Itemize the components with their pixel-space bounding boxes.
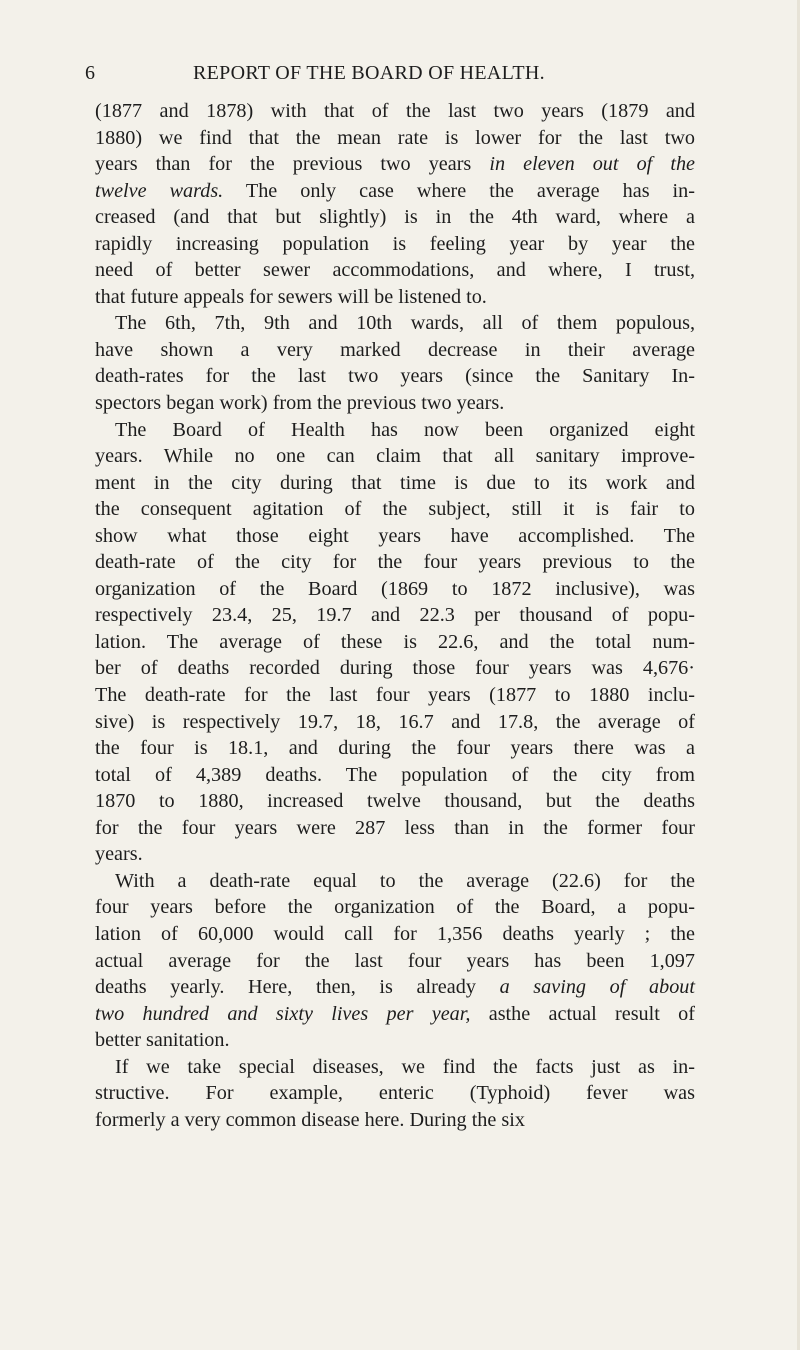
text-line: lation. The average of these is 22.6, and the total num- <box>95 630 695 653</box>
text-line: The 6th, 7th, 9th and 10th wards, all of them populous, <box>115 312 695 335</box>
text-line: years. <box>95 843 143 866</box>
text-line: death-rates for the last two years (since the Sanitary In- <box>95 365 695 388</box>
text-line: The Board of Health has now been organized eight <box>115 418 695 441</box>
text-line: respectively 23.4, 25, 19.7 and 22.3 per thousand of popu- <box>95 604 695 627</box>
text-line: With a death-rate equal to the average (22.6) for the <box>115 869 695 892</box>
text-line: have shown a very marked decrease in their average <box>95 338 695 361</box>
text-line: show what those eight years have accomplished. The <box>95 524 695 547</box>
text-line: lation of 60,000 would call for 1,356 deaths yearly ; the <box>95 922 695 945</box>
text-line: spectors began work) from the previous two years. <box>95 392 505 415</box>
text-line: four years before the organization of the Board, a popu- <box>95 896 695 919</box>
text-line: organization of the Board (1869 to 1872 inclusive), was <box>95 577 695 600</box>
text-line: sive) is respectively 19.7, 18, 16.7 and 17.8, the average of <box>95 710 695 733</box>
text-line: structive. For example, enteric (Typhoid) fever was <box>95 1082 695 1105</box>
text-line: If we take special diseases, we find the facts just as in- <box>115 1055 695 1078</box>
text-line: 1870 to 1880, increased twelve thousand, but the deaths <box>95 790 695 813</box>
text-line: the four is 18.1, and during the four years there was a <box>95 737 695 760</box>
text-line: 1880) we find that the mean rate is lower for the last two <box>95 126 695 149</box>
text-line: years. While no one can claim that all sanitary improve- <box>95 445 695 468</box>
text-line: death-rate of the city for the four years previous to the <box>95 551 695 574</box>
page-number: 6 <box>85 62 96 84</box>
text-line: actual average for the last four years has been 1,097 <box>95 949 695 972</box>
text-line: need of better sewer accommodations, and where, I trust, <box>95 259 695 282</box>
running-title: REPORT OF THE BOARD OF HEALTH. <box>193 62 545 84</box>
text-line: rapidly increasing population is feeling year by year the <box>95 232 695 255</box>
text-line: the consequent agitation of the subject, still it is fair to <box>95 498 695 521</box>
page-header <box>85 62 705 90</box>
text-line: formerly a very common disease here. During the six <box>95 1108 525 1131</box>
text-line: twelve wards. The only case where the average has in- <box>95 179 695 202</box>
body-text <box>95 98 695 1133</box>
text-line: years than for the previous two years in eleven out of the <box>95 153 695 176</box>
text-line: total of 4,389 deaths. The population of the city from <box>95 763 695 786</box>
text-line: ment in the city during that time is due to its work and <box>95 471 695 494</box>
text-line: two hundred and sixty lives per year, asthe actual result of <box>95 1002 695 1025</box>
text-line: creased (and that but slightly) is in the 4th ward, where a <box>95 206 695 229</box>
text-line: better sanitation. <box>95 1029 230 1052</box>
text-line: (1877 and 1878) with that of the last two years (1879 and <box>95 100 695 122</box>
text-line: The death-rate for the last four years (1877 to 1880 inclu- <box>95 684 695 707</box>
text-line: deaths yearly. Here, then, is already a saving of about <box>95 976 695 999</box>
text-line: ber of deaths recorded during those four years was 4,676· <box>95 657 695 680</box>
text-line: that future appeals for sewers will be listened to. <box>95 285 487 308</box>
text-line: for the four years were 287 less than in the former four <box>95 816 695 839</box>
